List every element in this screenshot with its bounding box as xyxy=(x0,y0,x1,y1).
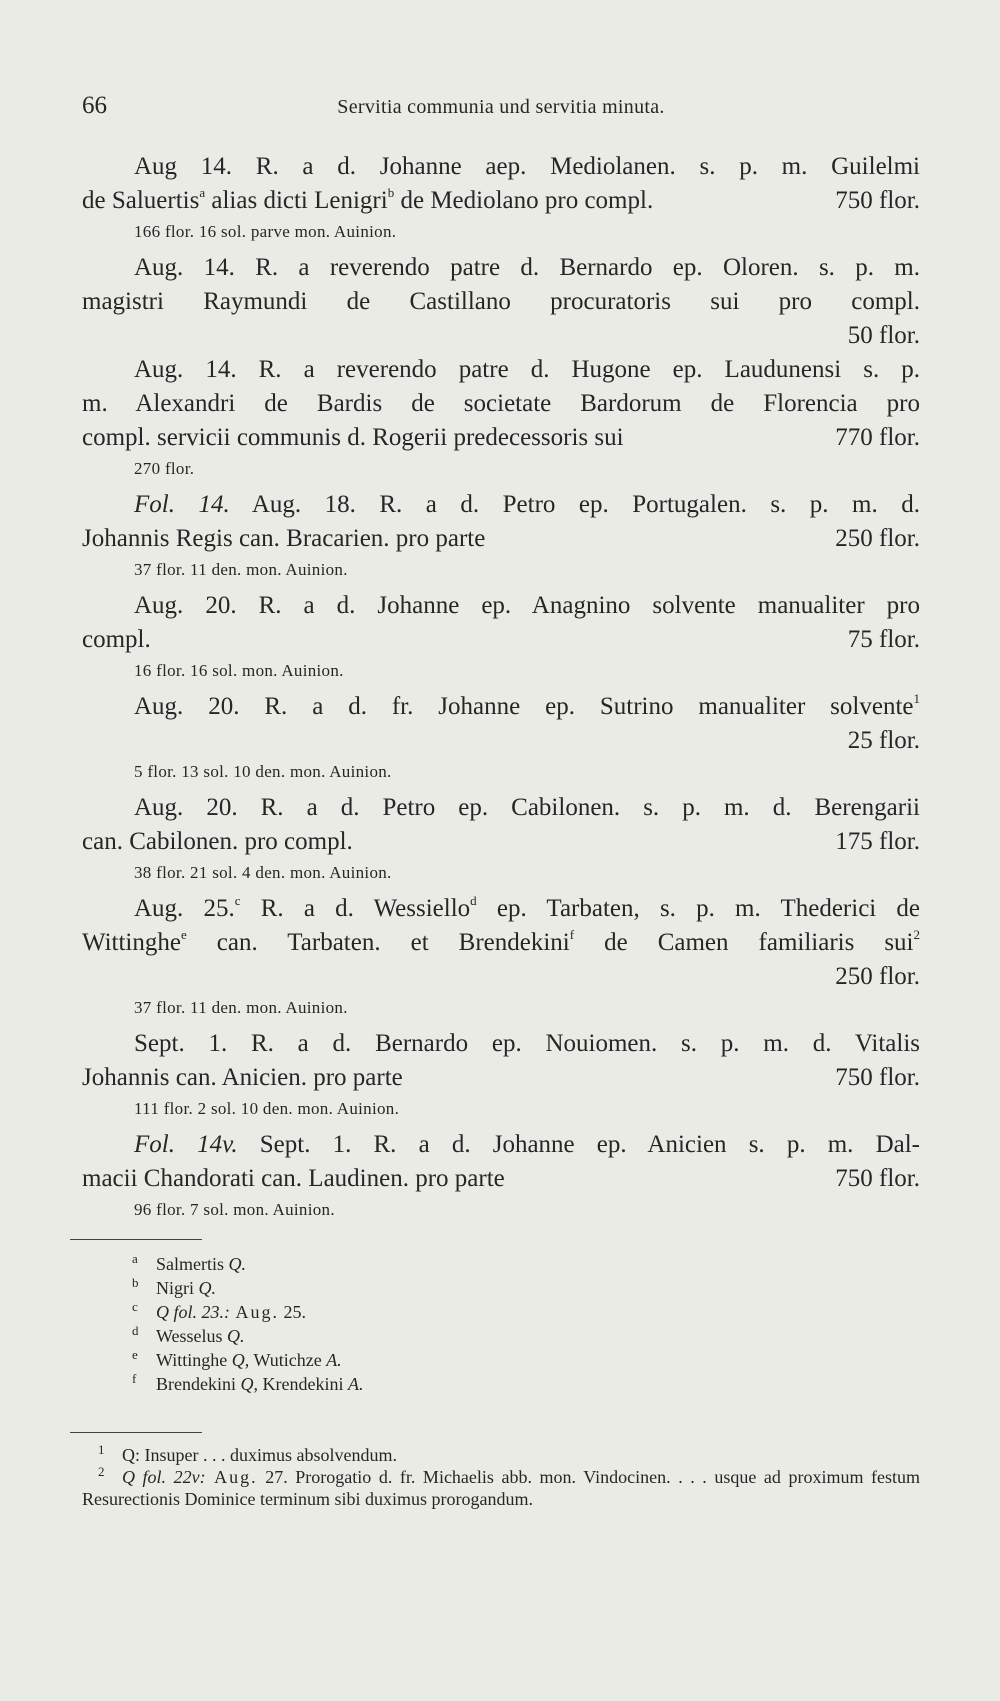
line-text: Aug. 20. R. a d. Johanne ep. Anagnino solvente manualiter pro xyxy=(134,592,920,619)
footnote-rule xyxy=(70,1432,202,1433)
register-entry xyxy=(82,488,920,583)
note-text: Nigri xyxy=(156,1278,199,1298)
paid-sum: 16 flor. 16 sol. mon. Auinion. xyxy=(134,661,344,680)
note-marker: a xyxy=(199,184,206,200)
line-text: de Saluertis xyxy=(82,187,200,214)
paid-sum: 111 flor. 2 sol. 10 den. mon. Auinion. xyxy=(134,1099,400,1118)
line-text: m. Alexandri de Bardis de societate Bardorum de Florencia pro xyxy=(82,390,920,417)
register-entry xyxy=(82,690,920,785)
entry-line xyxy=(82,421,920,455)
folio-reference: Fol. 14v. xyxy=(134,1131,238,1158)
line-text: Wittinghe xyxy=(82,929,181,956)
paid-sum: 166 flor. 16 sol. parve mon. Auinion. xyxy=(134,222,397,241)
register-entry xyxy=(82,892,920,1021)
line-text: compl. xyxy=(82,626,151,653)
entry-line xyxy=(82,184,920,218)
line-text: can. Cabilonen. pro compl. xyxy=(82,828,353,855)
page-number: 66 xyxy=(82,92,107,119)
register-entry xyxy=(82,353,920,482)
entry-line xyxy=(82,926,920,960)
note-marker: c xyxy=(234,892,241,908)
apparatus-note: d Wesselus Q. xyxy=(132,1323,245,1346)
line-text: compl. servicii communis d. Rogerii predecessoris sui xyxy=(82,424,624,451)
apparatus-note: a Salmertis Q. xyxy=(132,1251,246,1274)
entry-line xyxy=(82,1162,920,1196)
entry-line xyxy=(82,589,920,623)
paid-sum: 270 flor. xyxy=(134,459,195,478)
register-entry xyxy=(82,791,920,886)
payment-amount: 175 flor. xyxy=(835,828,920,855)
note-text: 27. Prorogatio d. fr. Michaelis abb. mon. Vindocinen. . . . usque ad proximum festum Resurectionis Dominice terminum sibi duximus prorogandum. xyxy=(82,1467,921,1509)
entry-line xyxy=(82,522,920,556)
note-text: Brendekini xyxy=(156,1374,241,1394)
entry-line xyxy=(82,319,920,353)
line-text: Sept. 1. R. a d. Bernardo ep. Nouiomen. s. p. m. d. Vitalis xyxy=(134,1030,920,1057)
entry-line xyxy=(82,791,920,825)
payment-amount: 770 flor. xyxy=(835,424,920,451)
payment-amount: 250 flor. xyxy=(835,963,920,990)
paid-sum: 37 flor. 11 den. mon. Auinion. xyxy=(134,560,348,579)
manuscript-siglum: Q fol. 23.: xyxy=(156,1302,230,1322)
manuscript-siglum: Q. xyxy=(198,1278,216,1298)
note-text: Wittinghe xyxy=(156,1350,232,1370)
apparatus-rule xyxy=(70,1239,202,1240)
line-text: magistri Raymundi de Castillano procuratoris sui pro compl. xyxy=(82,288,920,315)
line-text: Johannis can. Anicien. pro parte xyxy=(82,1064,403,1091)
line-text: Aug. 25. xyxy=(134,895,235,922)
critical-apparatus xyxy=(132,1252,832,1396)
apparatus-note: e Wittinghe Q, Wutichze A. xyxy=(132,1347,342,1370)
line-text: de Mediolano pro compl. xyxy=(394,187,654,214)
register-entry xyxy=(82,1027,920,1122)
entry-line xyxy=(82,1027,920,1061)
running-title: Servitia communia und servitia minuta. xyxy=(337,96,665,118)
line-text: Aug. 20. R. a d. Petro ep. Cabilonen. s. p. m. d. Berengarii xyxy=(134,794,920,821)
line-text: Aug. 20. R. a d. fr. Johanne ep. Sutrino manualiter solvente xyxy=(134,693,914,720)
paid-sum: 5 flor. 13 sol. 10 den. mon. Auinion. xyxy=(134,762,392,781)
line-text: macii Chandorati can. Laudinen. pro parte xyxy=(82,1165,505,1192)
apparatus-note: b Nigri Q. xyxy=(132,1275,216,1298)
note-marker: d xyxy=(470,892,477,908)
payment-amount: 25 flor. xyxy=(847,727,920,754)
line-text: can. Tarbaten. et Brendekini xyxy=(186,929,570,956)
register-entries xyxy=(82,150,920,1229)
entry-line xyxy=(82,892,920,926)
manuscript-siglum: A. xyxy=(326,1350,342,1370)
register-entry xyxy=(82,150,920,245)
folio-reference: Fol. 14. xyxy=(134,491,230,518)
entry-line xyxy=(82,825,920,859)
note-text: Q: Insuper . . . duximus absolvendum. xyxy=(122,1445,397,1465)
line-text: Sept. 1. R. a d. Johanne ep. Anicien s. p. m. Dal- xyxy=(237,1131,920,1158)
register-entry xyxy=(82,589,920,684)
entry-line xyxy=(82,150,920,184)
manuscript-siglum: Q fol. 22v: xyxy=(122,1467,206,1487)
footnote: 2 Q fol. 22v: Aug. 27. Prorogatio d. fr. Michaelis abb. mon. Vindocinen. . . . usque ad proximum festum Resurectionis Dominice terminum sibi duximus prorogandum. xyxy=(82,1464,921,1509)
note-text: Wutichze xyxy=(249,1350,327,1370)
entry-line xyxy=(82,353,920,387)
note-marker: 2 xyxy=(913,926,921,942)
payment-amount: 750 flor. xyxy=(835,1165,920,1192)
note-marker: f xyxy=(569,926,575,942)
entry-line xyxy=(82,488,920,522)
entry-line xyxy=(82,623,920,657)
line-text: ep. Tarbaten, s. p. m. Thederici de xyxy=(476,895,921,922)
line-text: de Camen familiaris sui xyxy=(574,929,914,956)
manuscript-siglum: Q. xyxy=(227,1326,245,1346)
apparatus-note: c Q fol. 23.: Aug. 25. xyxy=(132,1299,307,1322)
note-text: 25. xyxy=(279,1302,307,1322)
line-text: alias dicti Lenigri xyxy=(205,187,388,214)
line-text: Johannis Regis can. Bracarien. pro parte xyxy=(82,525,486,552)
note-marker: b xyxy=(387,184,395,200)
note-marker: 1 xyxy=(913,690,920,706)
line-text: R. a d. Wessiello xyxy=(240,895,471,922)
register-entry xyxy=(82,251,920,353)
payment-amount: 750 flor. xyxy=(835,1064,920,1091)
paid-sum: 96 flor. 7 sol. mon. Auinion. xyxy=(134,1200,335,1219)
footnote: 1 Q: Insuper . . . duximus absolvendum. xyxy=(98,1442,397,1465)
manuscript-siglum: A. xyxy=(347,1374,364,1394)
line-text: Aug. 18. R. a d. Petro ep. Portugalen. s. p. m. d. xyxy=(229,491,920,518)
spaced-text: Aug. xyxy=(205,1467,258,1487)
entry-line xyxy=(82,1061,920,1095)
paid-sum: 38 flor. 21 sol. 4 den. mon. Auinion. xyxy=(134,863,392,882)
footnotes xyxy=(82,1444,920,1510)
entry-line xyxy=(82,251,920,285)
entry-line xyxy=(82,960,920,994)
manuscript-siglum: Q. xyxy=(228,1254,246,1274)
apparatus-note: f Brendekini Q, Krendekini A. xyxy=(132,1371,364,1394)
manuscript-siglum: Q, xyxy=(240,1374,258,1394)
spaced-text: Aug. xyxy=(230,1302,280,1322)
line-text: Aug 14. R. a d. Johanne aep. Mediolanen. s. p. m. Guilelmi xyxy=(134,153,920,180)
paid-sum: 37 flor. 11 den. mon. Auinion. xyxy=(134,998,348,1017)
entry-line xyxy=(82,724,920,758)
line-text: Aug. 14. R. a reverendo patre d. Bernardo ep. Oloren. s. p. m. xyxy=(134,254,920,281)
entry-line xyxy=(82,285,920,319)
manuscript-siglum: Q, xyxy=(231,1350,250,1370)
payment-amount: 50 flor. xyxy=(847,322,920,349)
entry-line xyxy=(82,690,920,724)
note-marker: e xyxy=(180,926,187,942)
page-header xyxy=(82,92,920,122)
note-text: Wesselus xyxy=(156,1326,228,1346)
line-text: Aug. 14. R. a reverendo patre d. Hugone ep. Laudunensi s. p. xyxy=(134,356,920,383)
note-text: Salmertis xyxy=(156,1254,229,1274)
payment-amount: 750 flor. xyxy=(835,187,920,214)
payment-amount: 250 flor. xyxy=(835,525,920,552)
note-text: Krendekini xyxy=(257,1374,348,1394)
register-entry xyxy=(82,1128,920,1223)
entry-line xyxy=(82,387,920,421)
payment-amount: 75 flor. xyxy=(847,626,920,653)
entry-line xyxy=(82,1128,920,1162)
